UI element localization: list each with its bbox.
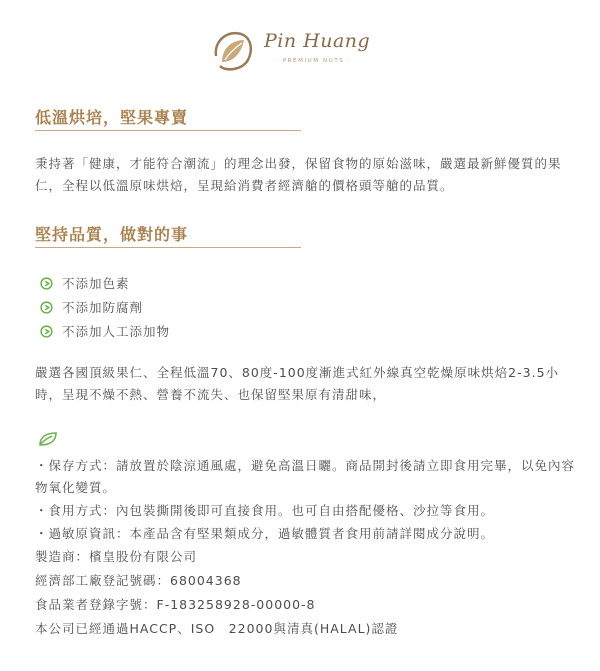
section-title-baking: 低溫烘培，堅果專賣 — [35, 105, 301, 131]
section-title-quality: 堅持品質，做對的事 — [35, 222, 301, 248]
leaf-icon — [38, 431, 58, 447]
bullet-text: 不添加防腐劑 — [62, 300, 144, 315]
bullet-item — [40, 322, 170, 340]
bullet-item — [40, 298, 143, 316]
allergen-info: ・過敏原資訊：本產品含有堅果類成分，過敏體質者食用前請詳閱成分說明。 — [35, 526, 495, 541]
process-paragraph: 嚴選各國頂級果仁、全程低溫70、80度-100度漸進式紅外線真空乾燥原味烘焙2-3.5小時，呈現不燥不熱、營養不流失、也保留堅果原有清甜味， — [35, 365, 560, 402]
food-business-registration: 食品業者登錄字號：F-183258928-00000-8 — [35, 597, 316, 612]
brand-tagline: · PREMIUM NUTS · — [276, 58, 352, 64]
bullet-item — [40, 274, 130, 292]
circle-play-icon — [40, 301, 53, 314]
intro-paragraph: 秉持著「健康，才能符合潮流」的理念出發，保留食物的原始滋味，嚴選最新鮮優質的果仁，全程以低溫原味烘焙，呈現給消費者經濟艙的價格頭等艙的品質。 — [35, 156, 562, 193]
factory-registration: 經濟部工廠登記號碼：68004368 — [35, 573, 242, 588]
bullet-text: 不添加色素 — [62, 276, 130, 291]
logo-mark-icon — [208, 22, 262, 76]
certification-text: 本公司已經通過HACCP、ISO 22000與清真(HALAL)認證 — [35, 621, 399, 636]
circle-play-icon — [40, 325, 53, 338]
brand-logo — [208, 22, 388, 78]
bullet-text: 不添加人工添加物 — [62, 324, 171, 339]
usage-info: ・食用方式：內包裝撕開後即可直接食用。也可自由搭配優格、沙拉等食用。 — [35, 503, 495, 518]
brand-name: Pin Huang — [264, 30, 371, 52]
storage-info: ・保存方式：請放置於陰涼通風處，避免高溫日曬。商品開封後請立即食用完畢，以免內容物氧化變質。 — [35, 458, 576, 495]
manufacturer: 製造商：檳皇股份有限公司 — [35, 549, 198, 564]
circle-play-icon — [40, 277, 53, 290]
